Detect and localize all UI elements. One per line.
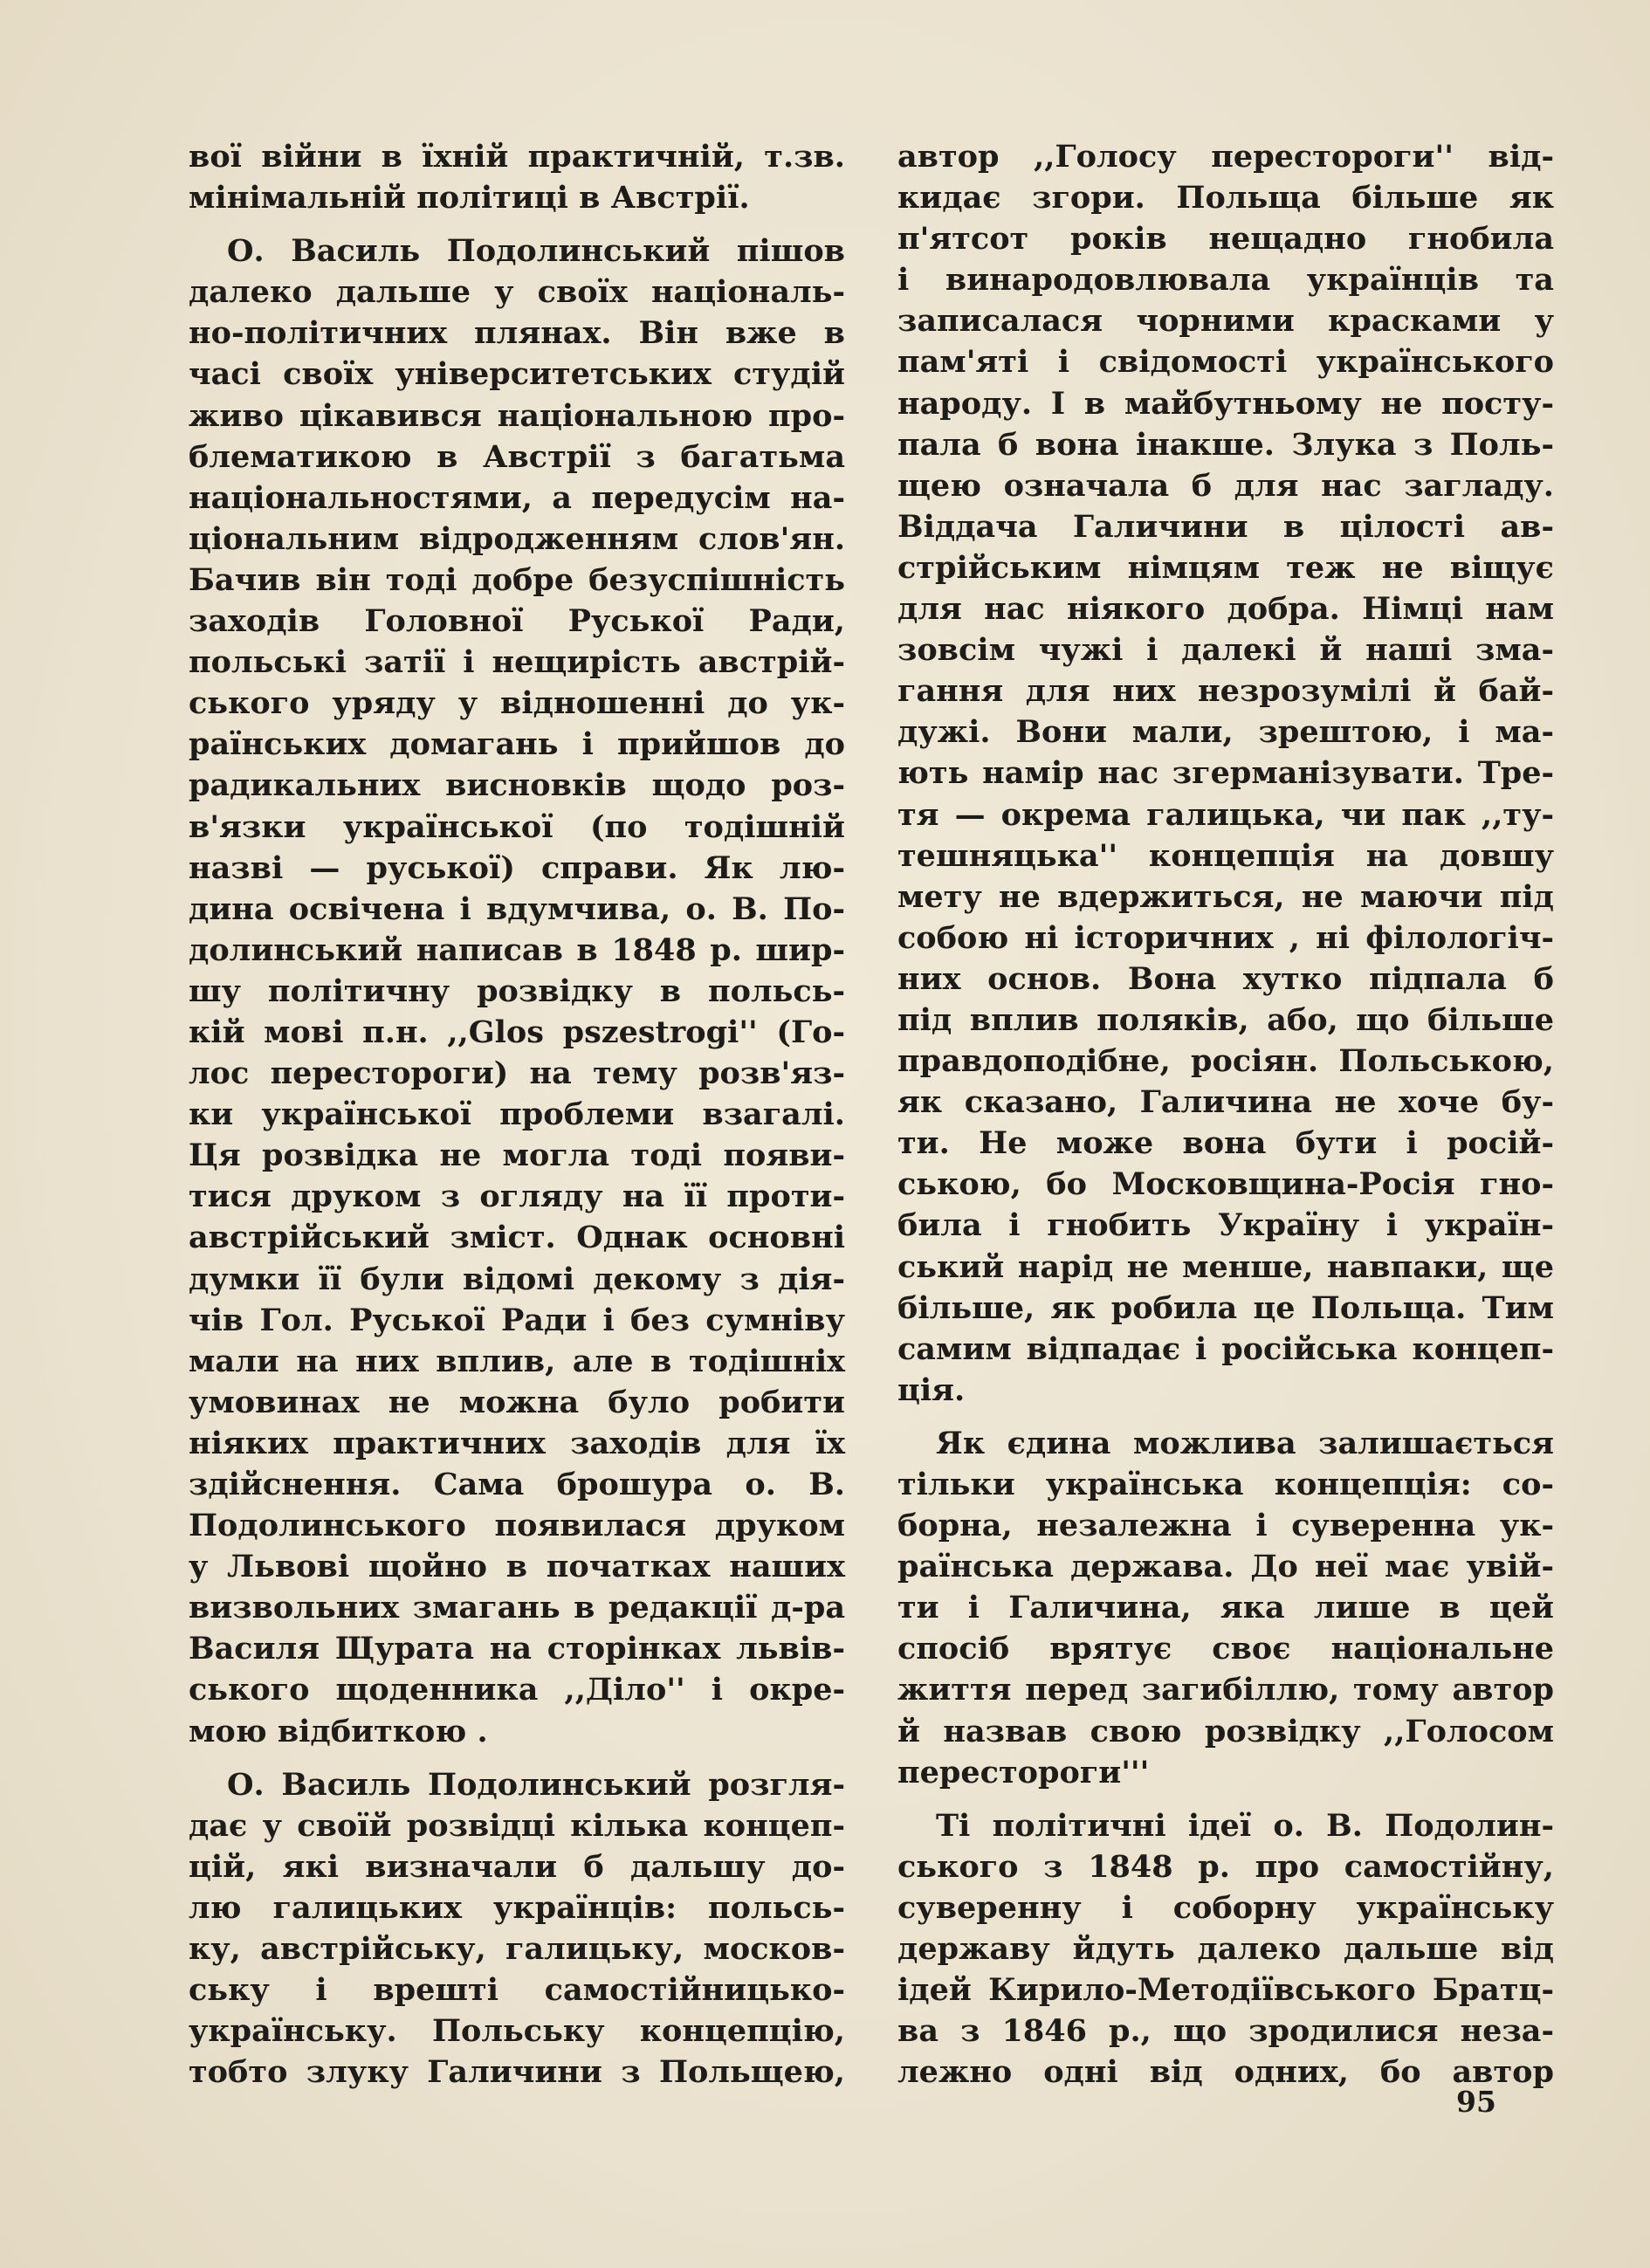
right-column xyxy=(897,136,1554,2093)
text-line: ський нарід не менше, навпаки, ще xyxy=(897,1248,1554,1285)
right-paragraph-3 xyxy=(897,1805,1554,2093)
text-line: ціональним відродженням слов'ян. xyxy=(189,520,845,557)
text-line: собою ні історичних , ні філологіч- xyxy=(897,919,1554,956)
text-line: ніяких практичних заходів для їх xyxy=(189,1425,845,1461)
text-line: ідей Кирило-Методіївського Братц- xyxy=(897,1972,1554,2009)
text-line: тобто злуку Галичини з Польщею, xyxy=(189,2054,845,2091)
text-line: кидає згори. Польща більше як xyxy=(897,180,1554,216)
text-line: ти. Не може вона бути і росій- xyxy=(897,1125,1554,1162)
text-line: мали на них вплив, але в тодішніх xyxy=(189,1343,845,1379)
text-line: ського уряду у відношенні до ук- xyxy=(189,685,845,722)
text-line: умовинах не можна було робити xyxy=(189,1384,845,1420)
text-line: тільки українська концепція: со- xyxy=(897,1467,1554,1502)
text-line: Василя Щурата на сторінках львів- xyxy=(189,1631,845,1667)
page-number: 95 xyxy=(1456,2085,1496,2119)
text-line: Віддача Галичини в цілості ав- xyxy=(897,508,1554,545)
text-line: й назвав свою розвідку ,,Голосом xyxy=(897,1713,1554,1749)
text-line: і винародовлювала українців та xyxy=(897,262,1554,299)
text-line: назві — руської) справи. Як лю- xyxy=(189,849,845,886)
text-line: мінімальній політиці в Австрії. xyxy=(189,180,750,216)
text-line: лю галицьких українців: польсь- xyxy=(189,1889,845,1926)
text-line: била і гнобить Україну і україн- xyxy=(897,1207,1554,1244)
text-line: думки її були відомі декому з дія- xyxy=(189,1261,845,1297)
text-line: стрійським німцям теж не віщує xyxy=(897,549,1554,586)
text-line: визвольних змагань в редакції д-ра xyxy=(189,1590,845,1626)
text-line: життя перед загибіллю, тому автор xyxy=(897,1672,1554,1708)
text-line: ського з 1848 р. про самостійну, xyxy=(897,1848,1554,1885)
text-line: раїнська держава. До неї має увій- xyxy=(897,1549,1554,1585)
text-line: чів Гол. Руської Ради і без сумніву xyxy=(189,1302,845,1338)
text-line: живо цікавився національною про- xyxy=(189,397,845,434)
right-paragraph-2 xyxy=(897,1423,1554,1793)
text-line: пам'яті і свідомості українського xyxy=(897,344,1554,381)
text-line: Бачив він тоді добре безуспішність xyxy=(189,561,845,598)
text-line: народу. І в майбутньому не посту- xyxy=(897,385,1554,422)
text-line: раїнських домагань і прийшов до xyxy=(189,726,845,763)
left-column xyxy=(189,136,845,2093)
text-line: шу політичну розвідку в польсь- xyxy=(189,972,845,1009)
text-line: в'язки української (по тодішній xyxy=(189,808,845,845)
text-line: дина освічена і вдумчива, о. В. По- xyxy=(189,890,845,927)
text-line: тися друком з огляду на її проти- xyxy=(189,1179,845,1215)
left-paragraph-1 xyxy=(189,136,845,218)
text-line: як сказано, Галичина не хоче бу- xyxy=(897,1084,1554,1121)
text-line: О. Василь Подолинський пішов xyxy=(227,233,845,270)
text-line: автор ,,Голосу перестороги'' від- xyxy=(897,139,1554,175)
text-line: кій мові п.н. ,,Glos pszestrogi'' (Го- xyxy=(189,1014,845,1050)
text-line: під вплив поляків, або, що більше xyxy=(897,1001,1554,1038)
left-paragraph-3 xyxy=(189,1764,845,2093)
text-line: ють намір нас згерманізувати. Тре- xyxy=(897,755,1554,792)
text-line: Як єдина можлива залишається xyxy=(936,1425,1554,1461)
text-line: ку, австрійську, галицьку, москов- xyxy=(189,1931,845,1968)
text-line: ську і врешті самостійницько- xyxy=(189,1972,845,2009)
text-line: австрійський зміст. Однак основні xyxy=(189,1220,845,1256)
text-line: зовсім чужі і далекі й наші зма- xyxy=(897,632,1554,669)
text-line: ти і Галичина, яка лише в цей xyxy=(897,1590,1554,1626)
text-line: ки української проблеми взагалі. xyxy=(189,1096,845,1133)
right-paragraph-1 xyxy=(897,136,1554,1411)
text-line: тя — окрема галицька, чи пак ,,ту- xyxy=(897,796,1554,833)
text-line: лос перестороги) на тему розв'яз- xyxy=(189,1055,845,1092)
text-line: ція. xyxy=(897,1371,966,1408)
text-line: лежно одні від одних, бо автор xyxy=(897,2054,1554,2091)
text-line: Подолинського появилася друком xyxy=(189,1508,845,1544)
text-line: вої війни в їхній практичній, т.зв. xyxy=(189,139,845,175)
text-line: самим відпадає і російська концеп- xyxy=(897,1330,1554,1367)
text-line: спосіб врятує своє національне xyxy=(897,1631,1554,1667)
text-line: далеко дальше у своїх національ- xyxy=(189,274,845,311)
text-line: перестороги''' xyxy=(897,1754,1150,1790)
text-line: Ця розвідка не могла тоді появи- xyxy=(189,1137,845,1174)
text-line: українську. Польську концепцію, xyxy=(189,2013,845,2050)
text-line: борна, незалежна і суверенна ук- xyxy=(897,1508,1554,1544)
text-line: мету не вдержиться, не маючи під xyxy=(897,878,1554,915)
text-line: п'ятсот років нещадно гнобила xyxy=(897,221,1554,258)
text-line: польські затії і нещирість австрій- xyxy=(189,644,845,681)
text-line: Ті політичні ідеї о. В. Подолин- xyxy=(936,1807,1554,1844)
text-line: цій, які визначали б дальшу до- xyxy=(189,1848,845,1885)
text-line: національностями, а передусім на- xyxy=(189,479,845,516)
text-line: них основ. Вона хутко підпала б xyxy=(897,960,1554,997)
text-line: для нас ніякого добра. Німці нам xyxy=(897,591,1554,628)
text-line: у Львові щойно в початках наших xyxy=(189,1549,845,1585)
text-line: но-політичних плянах. Він вже в xyxy=(189,315,845,352)
text-line: ською, бо Московщина-Росія гно- xyxy=(897,1166,1554,1203)
text-line: дужі. Вони мали, зрештою, і ма- xyxy=(897,714,1554,751)
text-line: радикальних висновків щодо роз- xyxy=(189,767,845,804)
text-line: державу йдуть далеко дальше від xyxy=(897,1931,1554,1968)
text-line: здійснення. Сама брошура о. В. xyxy=(189,1467,845,1502)
text-line: правдоподібне, росіян. Польською, xyxy=(897,1043,1554,1080)
text-line: записалася чорними красками у xyxy=(897,303,1554,340)
text-line: дає у своїй розвідці кілька концеп- xyxy=(189,1807,845,1844)
text-line: ва з 1846 р., що зродилися неза- xyxy=(897,2013,1554,2050)
text-line: блематикою в Австрії з багатьма xyxy=(189,438,845,475)
text-line: мою відбиткою . xyxy=(189,1713,488,1749)
text-line: тешняцька'' концепція на довшу xyxy=(897,837,1554,874)
text-line: гання для них незрозумілі й бай- xyxy=(897,673,1554,710)
text-line: ського щоденника ,,Діло'' і окре- xyxy=(189,1672,845,1708)
text-line: більше, як робила це Польща. Тим xyxy=(897,1289,1554,1326)
text-line: О. Василь Подолинський розгля- xyxy=(227,1766,845,1803)
text-line: часі своїх університетських студій xyxy=(189,356,845,393)
text-line: заходів Головної Руської Ради, xyxy=(189,603,845,640)
text-line: щею означала б для нас загладу. xyxy=(897,467,1554,504)
text-line: долинський написав в 1848 р. шир- xyxy=(189,931,845,968)
text-line: пала б вона інакше. Злука з Поль- xyxy=(897,426,1554,463)
left-paragraph-2 xyxy=(189,230,845,1751)
text-line: суверенну і соборну українську xyxy=(897,1889,1554,1926)
